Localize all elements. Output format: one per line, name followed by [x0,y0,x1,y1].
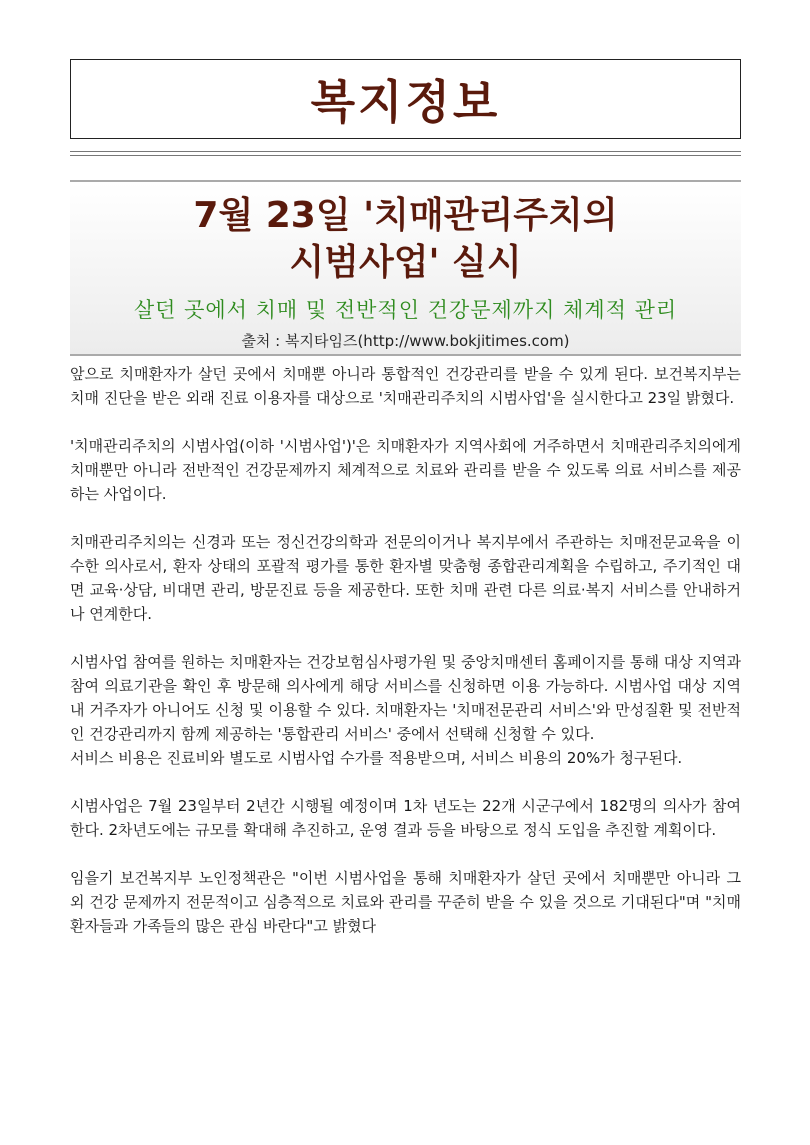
article-paragraph-7: 임을기 보건복지부 노인정책관은 "이번 시범사업을 통해 치매환자가 살던 곳에서 치매뿐만 아니라 그 외 건강 문제까지 전문적이고 심층적으로 치료와 관리를 꾸준히 받을 수 있을 것으로 기대된다"며 "치매환자들과 가족들의 많은 관심 바란다"고 밝혔다 [70,869,741,935]
headline-line-2: 시범사업' 실시 [289,242,522,283]
source-credit: 출처 : 복지타임즈(http://www.bokjitimes.com) [241,332,570,350]
headline-subtitle: 살던 곳에서 치매 및 전반적인 건강문제까지 체계적 관리 [133,298,678,322]
article-body [70,362,741,962]
headline-box [70,180,741,356]
article-paragraph-4: 시범사업 참여를 원하는 치매환자는 건강보험심사평가원 및 중앙치매센터 홈페이지를 통해 대상 지역과 참여 의료기관을 확인 후 방문해 의사에게 해당 서비스를 신청하면 이용 가능하다. 시범사업 대상 지역 내 거주자가 아니어도 신청 및 이용할 수 있다. 치매환자는 '치매전문관리 서비스'와 만성질환 및 전반적인 건강관리까지 함께 제공하는 '통합관리 서비스' 중에서 선택해 신청할 수 있다. [70,653,741,743]
article-paragraph-1: 앞으로 치매환자가 살던 곳에서 치매뿐 아니라 통합적인 건강관리를 받을 수 있게 된다. 보건복지부는 치매 진단을 받은 외래 진료 이용자를 대상으로 '치매관리주치의 시범사업'을 실시한다고 23일 밝혔다. [70,365,741,407]
divider [70,151,741,156]
article-paragraph-2: '치매관리주치의 시범사업(이하 '시범사업')'은 치매환자가 지역사회에 거주하면서 치매관리주치의에게 치매뿐만 아니라 전반적인 건강문제까지 체계적으로 치료와 관리를 받을 수 있도록 의료 서비스를 제공하는 사업이다. [70,437,741,503]
headline-line-1: 7월 23일 '치매관리주치의 [193,195,618,236]
article-paragraph-3: 치매관리주치의는 신경과 또는 정신건강의학과 전문의이거나 복지부에서 주관하는 치매전문교육을 이수한 의사로서, 환자 상태의 포괄적 평가를 통한 환자별 맞춤형 종합관리계획을 수립하고, 주기적인 대면 교육·상담, 비대면 관리, 방문진료 등을 제공한다. 또한 치매 관련 다른 의료·복지 서비스를 안내하거나 연계한다. [70,533,741,623]
masthead-title: 복지정보 [310,75,501,129]
article-paragraph-5: 서비스 비용은 진료비와 별도로 시범사업 수가를 적용받으며, 서비스 비용의 20%가 청구된다. [70,749,683,767]
masthead-box [70,59,741,139]
headline-title [70,192,741,286]
article-paragraph-6: 시범사업은 7월 23일부터 2년간 시행될 예정이며 1차 년도는 22개 시군구에서 182명의 의사가 참여한다. 2차년도에는 규모를 확대해 추진하고, 운영 결과 등을 바탕으로 정식 도입을 추진할 계획이다. [70,797,741,839]
